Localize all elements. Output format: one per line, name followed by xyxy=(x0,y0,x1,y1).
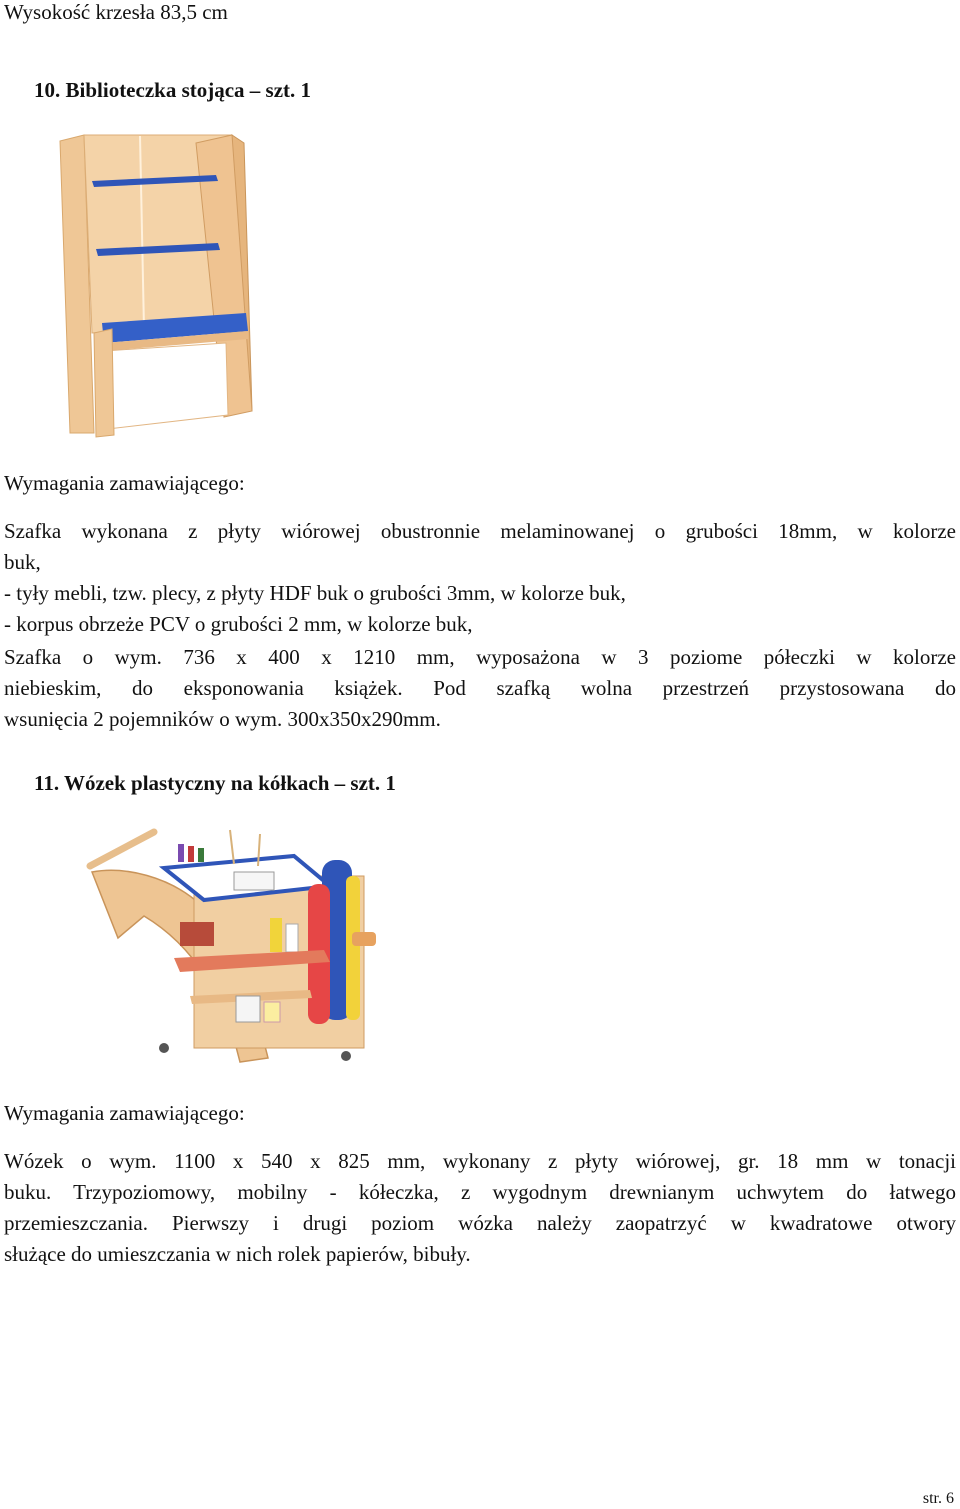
item-11-description xyxy=(4,1146,956,1270)
description-line: przemieszczania. Pierwszy i drugi poziom wózka należy zaopatrzyć w kwadratowe otwory xyxy=(4,1211,956,1235)
chair-height-line: Wysokość krzesła 83,5 cm xyxy=(4,0,228,24)
description-line: buku. Trzypoziomowy, mobilny - kółeczka, z wygodnym drewnianym uchwytem do łatwego xyxy=(4,1180,956,1204)
item-11-requirements-label: Wymagania zamawiającego: xyxy=(4,1101,245,1125)
spec-line: - korpus obrzeże PCV o grubości 2 mm, w kolorze buk, xyxy=(4,612,473,636)
bookcase-image xyxy=(56,133,260,439)
description-line: Szafka o wym. 736 x 400 x 1210 mm, wyposażona w 3 poziome półeczki w kolorze xyxy=(4,645,956,669)
description-line: Wózek o wym. 1100 x 540 x 825 mm, wykonany z płyty wiórowej, gr. 18 mm w tonacji xyxy=(4,1149,956,1173)
spec-line: buk, xyxy=(4,550,41,574)
spec-line: - tyły mebli, tzw. plecy, z płyty HDF buk o grubości 3mm, w kolorze buk, xyxy=(4,581,626,605)
description-line: wsunięcia 2 pojemników o wym. 300x350x290mm. xyxy=(4,707,441,731)
item-10-requirements-label: Wymagania zamawiającego: xyxy=(4,471,245,495)
item-10-description xyxy=(4,642,956,735)
item-11-heading: 11. Wózek plastyczny na kółkach – szt. 1 xyxy=(34,771,396,795)
page-number: str. 6 xyxy=(922,1490,954,1507)
art-cart-image xyxy=(84,826,380,1068)
item-10-heading: 10. Biblioteczka stojąca – szt. 1 xyxy=(34,78,312,102)
spec-line: Szafka wykonana z płyty wiórowej obustronnie melaminowanej o grubości 18mm, w kolorze xyxy=(4,519,956,543)
description-line: służące do umieszczania w nich rolek papierów, bibuły. xyxy=(4,1242,471,1266)
item-10-spec-lines xyxy=(4,516,956,640)
description-line: niebieskim, do eksponowania książek. Pod szafką wolna przestrzeń przystosowana do xyxy=(4,676,956,700)
